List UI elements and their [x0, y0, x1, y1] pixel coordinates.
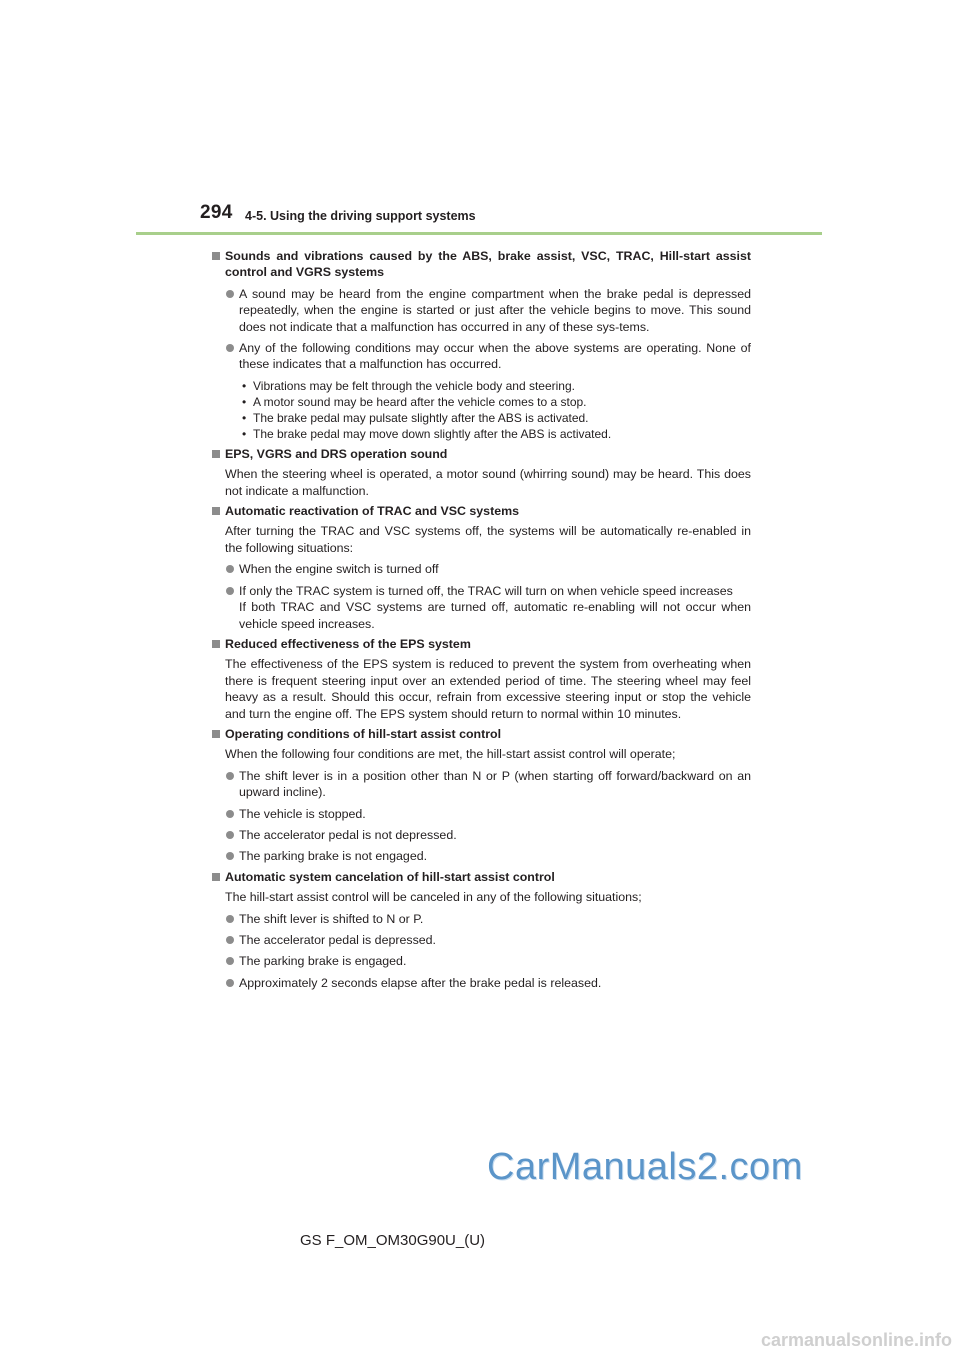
list-item-text: A sound may be heard from the engine compartment when the brake pedal is depressed repeatedly, when the engine is started or just after the vehicle begins to move. This sound does not indicate that a malfunction has occurred in any of these sys-tems. [239, 286, 751, 334]
round-bullet-icon [226, 979, 234, 987]
round-bullet-icon [226, 290, 234, 298]
square-bullet-icon [212, 252, 220, 260]
round-bullet-icon [226, 957, 234, 965]
paragraph: The effectiveness of the EPS system is reduced to prevent the system from overheating when there is frequent steering input over an extended period of time. The steering wheel may feel heavy as a result. Should this occur, refrain from excessive steering input or stop the vehicle and turn the engine off. The EPS system should return to normal within 10 minutes. [225, 657, 751, 721]
list-item [211, 583, 751, 632]
round-bullet-icon [226, 587, 234, 595]
list-item-text: If both TRAC and VSC systems are turned off, automatic re-enabling will not occur when vehicle speed increases. [239, 600, 751, 631]
section-title: 4-5. Using the driving support systems [245, 209, 476, 223]
sub-list-item-text: The brake pedal may move down slightly after the ABS is activated. [253, 426, 612, 441]
square-bullet-icon [212, 507, 220, 515]
list-item [211, 286, 751, 335]
list-item-text: The parking brake is not engaged. [239, 849, 428, 864]
sub-list [211, 378, 751, 442]
square-bullet-icon [212, 450, 220, 458]
list-item-text: The accelerator pedal is depressed. [239, 933, 436, 947]
section-heading [211, 869, 751, 885]
paragraph: After turning the TRAC and VSC systems off, the systems will be automatically re-enabled in the following situations: [225, 524, 751, 555]
page-header [0, 0, 960, 240]
dot-mark-icon: • [242, 378, 247, 393]
round-bullet-icon [226, 915, 234, 923]
round-bullet-icon [226, 936, 234, 944]
paragraph: The hill-start assist control will be canceled in any of the following situations; [225, 890, 642, 905]
sub-list-item [211, 410, 751, 426]
round-bullet-icon [226, 772, 234, 780]
list-item [211, 911, 751, 927]
list-item-text: The accelerator pedal is not depressed. [239, 827, 457, 842]
list-item [211, 806, 751, 822]
document-code: GS F_OM_OM30G90U_(U) [300, 1232, 486, 1249]
round-bullet-icon [226, 344, 234, 352]
section-heading [211, 503, 751, 519]
heading-text: Sounds and vibrations caused by the ABS, brake assist, VSC, TRAC, Hill-start assist control and VGRS systems [225, 249, 751, 280]
heading-text: Reduced effectiveness of the EPS system [225, 636, 471, 651]
round-bullet-icon [226, 831, 234, 839]
list-item [211, 827, 751, 843]
list-item [211, 932, 751, 948]
header-divider [136, 232, 822, 235]
dot-mark-icon: • [242, 426, 247, 441]
paragraph: When the following four conditions are met, the hill-start assist control will operate; [225, 747, 676, 762]
heading-text: Automatic system cancelation of hill-start assist control [225, 869, 555, 884]
heading-text: Operating conditions of hill-start assist control [225, 726, 502, 741]
page-number: 294 [200, 202, 233, 223]
list-item [211, 953, 751, 969]
list-item [211, 561, 751, 577]
list-item-text: The shift lever is shifted to N or P. [239, 911, 424, 926]
list-item [211, 340, 751, 373]
dot-mark-icon: • [242, 410, 247, 425]
page-content [211, 244, 751, 991]
sub-list-item [211, 426, 751, 442]
list-item-text: Approximately 2 seconds elapse after the brake pedal is released. [239, 975, 602, 990]
dot-mark-icon: • [242, 394, 247, 409]
section-heading [211, 248, 751, 281]
section-heading [211, 726, 751, 742]
sub-list-item [211, 394, 751, 410]
sub-list-item-text: A motor sound may be heard after the vehicle comes to a stop. [253, 394, 587, 409]
list-item [211, 848, 751, 864]
list-item [211, 975, 751, 991]
list-item-text: Any of the following conditions may occur when the above systems are operating. None of these indicates that a malfunction has occurred. [239, 341, 751, 372]
round-bullet-icon [226, 852, 234, 860]
list-item-text: If only the TRAC system is turned off, the TRAC will turn on when vehicle speed increases [239, 583, 733, 598]
heading-text: Automatic reactivation of TRAC and VSC systems [225, 504, 519, 519]
section-heading [211, 636, 751, 652]
site-watermark: carmanualsonline.info [760, 1330, 952, 1350]
list-item-text: When the engine switch is turned off [239, 562, 439, 577]
heading-text: EPS, VGRS and DRS operation sound [225, 446, 448, 461]
list-item [211, 768, 751, 801]
section-heading [211, 446, 751, 462]
round-bullet-icon [226, 810, 234, 818]
round-bullet-icon [226, 565, 234, 573]
list-item-text: The parking brake is engaged. [239, 954, 407, 969]
sub-list-item-text: The brake pedal may pulsate slightly after the ABS is activated. [253, 410, 589, 425]
square-bullet-icon [212, 640, 220, 648]
list-item-text: The vehicle is stopped. [239, 806, 366, 821]
sub-list-item [211, 378, 751, 394]
paragraph: When the steering wheel is operated, a motor sound (whirring sound) may be heard. This does not indicate a malfunction. [225, 467, 751, 498]
square-bullet-icon [212, 730, 220, 738]
watermark-logo: CarManuals2.com [487, 1146, 803, 1188]
sub-list-item-text: Vibrations may be felt through the vehicle body and steering. [253, 378, 575, 393]
square-bullet-icon [212, 873, 220, 881]
list-item-text: The shift lever is in a position other than N or P (when starting off forward/backward on an upward incline). [239, 768, 751, 800]
